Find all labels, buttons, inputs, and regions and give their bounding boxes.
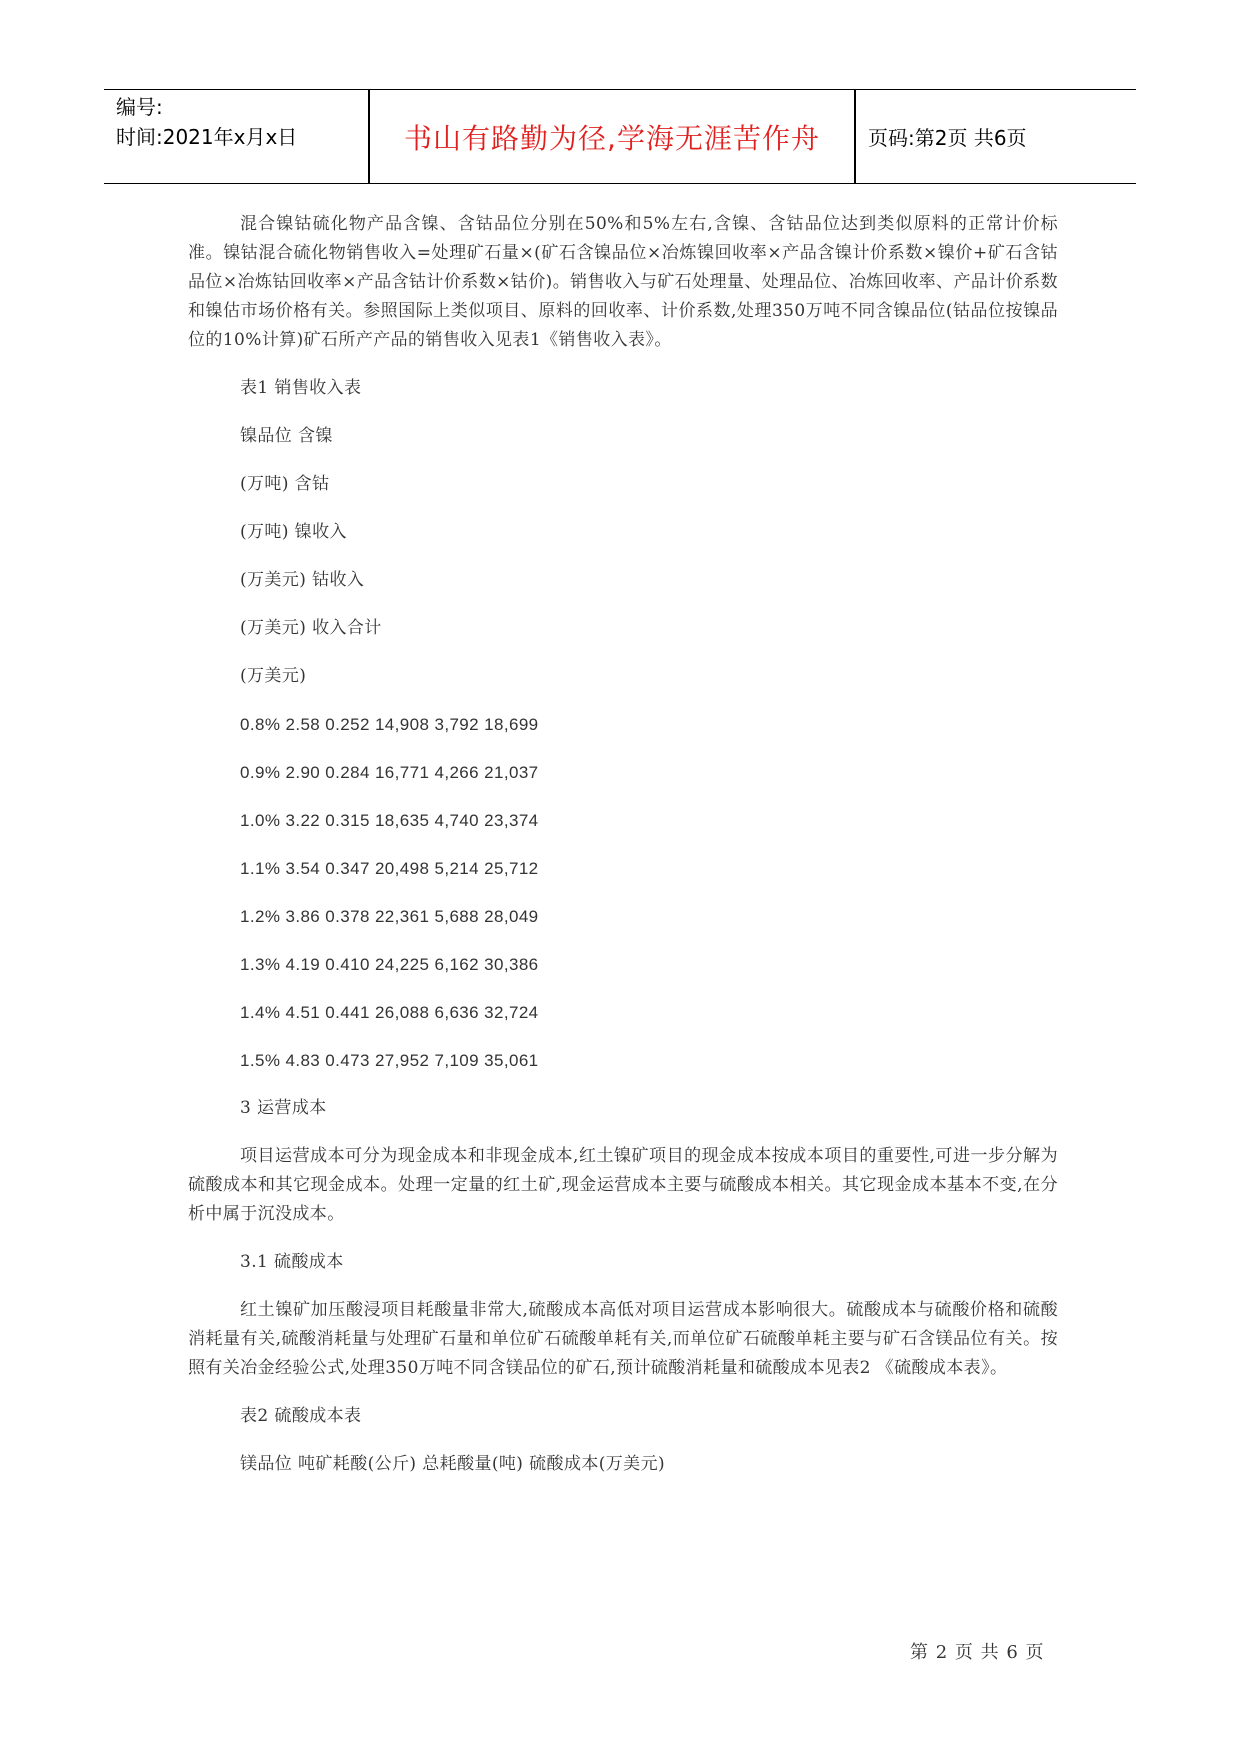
- table1-header-line: (万美元) 钴收入: [240, 570, 365, 590]
- section31-heading: 3.1 硫酸成本: [240, 1252, 344, 1272]
- document-time-label: 时间:2021年x月x日: [116, 125, 298, 149]
- intro-paragraph: 混合镍钴硫化物产品含镍、含钴品位分别在50%和5%左右,含镍、含钴品位达到类似原料的正常计价标准。镍钴混合硫化物销售收入=处理矿石量×(矿石含镍品位×冶炼镍回收率×产品含镍计价系数×镍价+矿石含钴品位×冶炼钴回收率×产品含钴计价系数×钴价)。销售收入与矿石处理量、处理品位、冶炼回收率、产品计价系数和镍估市场价格有关。参照国际上类似项目、原料的回收率、计价系数,处理350万吨不同含镍品位(钴品位按镍品位的10%计算)矿石所产产品的销售收入见表1《销售收入表》。: [188, 214, 1058, 350]
- table1-header-line: (万美元) 收入合计: [240, 618, 382, 638]
- table1-header: [188, 422, 1058, 691]
- page-header: [104, 89, 1136, 184]
- table1-row: 1.3% 4.19 0.410 24,225 6,162 30,386: [240, 955, 539, 974]
- document-body: [188, 210, 1058, 1498]
- table2-header: 镁品位 吨矿耗酸(公斤) 总耗酸量(吨) 硫酸成本(万美元): [240, 1454, 666, 1474]
- header-page-info: 页码:第2页 共6页: [868, 126, 1027, 150]
- section3-paragraph: 项目运营成本可分为现金成本和非现金成本,红土镍矿项目的现金成本按成本项目的重要性,可进一步分解为硫酸成本和其它现金成本。处理一定量的红土矿,现金运营成本主要与硫酸成本相关。其它现金成本基本不变,在分析中属于沉没成本。: [188, 1146, 1058, 1224]
- table1-header-line: (万美元): [240, 666, 307, 686]
- table1-row: 1.2% 3.86 0.378 22,361 5,688 28,049: [240, 907, 539, 926]
- document-number-label: 编号:: [116, 95, 163, 119]
- table1-row: 1.5% 4.83 0.473 27,952 7,109 35,061: [240, 1051, 539, 1070]
- table1-header-line: (万吨) 含钴: [240, 474, 330, 494]
- page-footer: 第 2 页 共 6 页: [910, 1642, 1045, 1663]
- table2-title: 表2 硫酸成本表: [240, 1406, 362, 1426]
- section31-paragraph: 红土镍矿加压酸浸项目耗酸量非常大,硫酸成本高低对项目运营成本影响很大。硫酸成本与硫酸价格和硫酸消耗量有关,硫酸消耗量与处理矿石量和单位矿石硫酸单耗有关,而单位矿石硫酸单耗主要与矿石含镁品位有关。按照有关冶金经验公式,处理350万吨不同含镁品位的矿石,预计硫酸消耗量和硫酸成本见表2 《硫酸成本表》。: [188, 1300, 1058, 1378]
- header-meta: [116, 92, 366, 181]
- table1-row: 1.4% 4.51 0.441 26,088 6,636 32,724: [240, 1003, 539, 1022]
- table1-row: 1.1% 3.54 0.347 20,498 5,214 25,712: [240, 859, 539, 878]
- table1-header-line: (万吨) 镍收入: [240, 522, 347, 542]
- header-divider: [854, 90, 856, 183]
- table1-row: 0.9% 2.90 0.284 16,771 4,266 21,037: [240, 763, 539, 782]
- table1-rows: [188, 710, 1058, 1075]
- table1-row: 1.0% 3.22 0.315 18,635 4,740 23,374: [240, 811, 539, 830]
- section3-heading: 3 运营成本: [240, 1098, 327, 1118]
- header-motto: 书山有路勤为径,学海无涯苦作舟: [404, 121, 820, 155]
- table1-header-line: 镍品位 含镍: [240, 426, 333, 446]
- table1-row: 0.8% 2.58 0.252 14,908 3,792 18,699: [240, 715, 539, 734]
- table1-title: 表1 销售收入表: [240, 378, 362, 398]
